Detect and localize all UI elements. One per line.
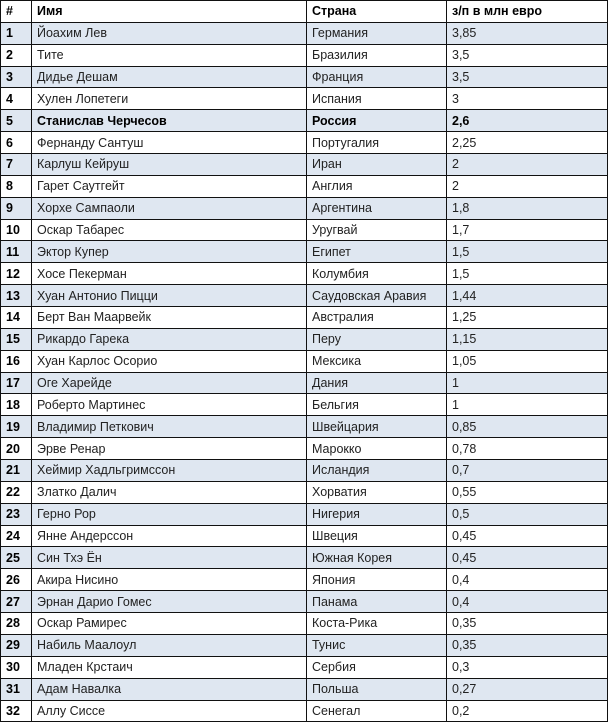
name-cell: Янне Андерссон bbox=[32, 525, 307, 547]
country-cell: Испания bbox=[307, 88, 447, 110]
rank-cell: 25 bbox=[1, 547, 32, 569]
rank-cell: 31 bbox=[1, 678, 32, 700]
salary-cell: 0,35 bbox=[447, 613, 608, 635]
name-cell: Хорхе Сампаоли bbox=[32, 197, 307, 219]
rank-cell: 6 bbox=[1, 132, 32, 154]
name-cell: Оскар Табарес bbox=[32, 219, 307, 241]
name-cell: Роберто Мартинес bbox=[32, 394, 307, 416]
name-cell: Владимир Петкович bbox=[32, 416, 307, 438]
name-cell: Оскар Рамирес bbox=[32, 613, 307, 635]
name-cell: Йоахим Лев bbox=[32, 22, 307, 44]
name-cell: Станислав Черчесов bbox=[32, 110, 307, 132]
salary-cell: 0,3 bbox=[447, 656, 608, 678]
salary-cell: 1 bbox=[447, 394, 608, 416]
table-row bbox=[1, 263, 608, 285]
header-rank: # bbox=[1, 1, 32, 23]
rank-cell: 21 bbox=[1, 460, 32, 482]
salary-cell: 2 bbox=[447, 175, 608, 197]
salary-cell: 0,35 bbox=[447, 634, 608, 656]
table-row bbox=[1, 44, 608, 66]
country-cell: Португалия bbox=[307, 132, 447, 154]
rank-cell: 18 bbox=[1, 394, 32, 416]
salary-cell: 1,8 bbox=[447, 197, 608, 219]
country-cell: Швейцария bbox=[307, 416, 447, 438]
name-cell: Набиль Маалоул bbox=[32, 634, 307, 656]
rank-cell: 11 bbox=[1, 241, 32, 263]
name-cell: Карлуш Кейруш bbox=[32, 154, 307, 176]
salary-cell: 3,5 bbox=[447, 66, 608, 88]
table-row bbox=[1, 438, 608, 460]
table-row bbox=[1, 460, 608, 482]
salary-cell: 0,4 bbox=[447, 569, 608, 591]
country-cell: Франция bbox=[307, 66, 447, 88]
country-cell: Аргентина bbox=[307, 197, 447, 219]
country-cell: Япония bbox=[307, 569, 447, 591]
rank-cell: 30 bbox=[1, 656, 32, 678]
table-row bbox=[1, 219, 608, 241]
salary-cell: 1,05 bbox=[447, 350, 608, 372]
name-cell: Эктор Купер bbox=[32, 241, 307, 263]
salary-cell: 1 bbox=[447, 372, 608, 394]
name-cell: Младен Крстаич bbox=[32, 656, 307, 678]
rank-cell: 4 bbox=[1, 88, 32, 110]
country-cell: Колумбия bbox=[307, 263, 447, 285]
salary-cell: 1,7 bbox=[447, 219, 608, 241]
table-row bbox=[1, 88, 608, 110]
country-cell: Хорватия bbox=[307, 481, 447, 503]
table-row bbox=[1, 285, 608, 307]
table-row bbox=[1, 613, 608, 635]
country-cell: Сербия bbox=[307, 656, 447, 678]
rank-cell: 8 bbox=[1, 175, 32, 197]
country-cell: Марокко bbox=[307, 438, 447, 460]
header-salary: з/п в млн евро bbox=[447, 1, 608, 23]
country-cell: Тунис bbox=[307, 634, 447, 656]
rank-cell: 19 bbox=[1, 416, 32, 438]
name-cell: Хуан Антонио Пицци bbox=[32, 285, 307, 307]
table-row bbox=[1, 132, 608, 154]
rank-cell: 22 bbox=[1, 481, 32, 503]
table-row bbox=[1, 569, 608, 591]
name-cell: Эрнан Дарио Гомес bbox=[32, 591, 307, 613]
rank-cell: 2 bbox=[1, 44, 32, 66]
name-cell: Акира Нисино bbox=[32, 569, 307, 591]
country-cell: Исландия bbox=[307, 460, 447, 482]
name-cell: Оге Харейде bbox=[32, 372, 307, 394]
salary-cell: 0,4 bbox=[447, 591, 608, 613]
country-cell: Коста-Рика bbox=[307, 613, 447, 635]
salary-cell: 3,85 bbox=[447, 22, 608, 44]
name-cell: Хулен Лопетеги bbox=[32, 88, 307, 110]
table-row bbox=[1, 394, 608, 416]
rank-cell: 14 bbox=[1, 307, 32, 329]
name-cell: Златко Далич bbox=[32, 481, 307, 503]
rank-cell: 17 bbox=[1, 372, 32, 394]
rank-cell: 7 bbox=[1, 154, 32, 176]
country-cell: Дания bbox=[307, 372, 447, 394]
salary-cell: 1,44 bbox=[447, 285, 608, 307]
salary-cell: 0,45 bbox=[447, 525, 608, 547]
table-row bbox=[1, 372, 608, 394]
name-cell: Рикардо Гарека bbox=[32, 328, 307, 350]
rank-cell: 20 bbox=[1, 438, 32, 460]
salary-cell: 0,85 bbox=[447, 416, 608, 438]
table-row bbox=[1, 328, 608, 350]
country-cell: Египет bbox=[307, 241, 447, 263]
country-cell: Польша bbox=[307, 678, 447, 700]
rank-cell: 16 bbox=[1, 350, 32, 372]
name-cell: Фернанду Сантуш bbox=[32, 132, 307, 154]
salary-cell: 2 bbox=[447, 154, 608, 176]
country-cell: Англия bbox=[307, 175, 447, 197]
name-cell: Дидье Дешам bbox=[32, 66, 307, 88]
header-country: Страна bbox=[307, 1, 447, 23]
country-cell: Швеция bbox=[307, 525, 447, 547]
table-row bbox=[1, 175, 608, 197]
table-row bbox=[1, 416, 608, 438]
country-cell: Перу bbox=[307, 328, 447, 350]
table-row bbox=[1, 22, 608, 44]
table-row bbox=[1, 503, 608, 525]
rank-cell: 3 bbox=[1, 66, 32, 88]
rank-cell: 29 bbox=[1, 634, 32, 656]
table-row bbox=[1, 547, 608, 569]
name-cell: Син Тхэ Ён bbox=[32, 547, 307, 569]
rank-cell: 13 bbox=[1, 285, 32, 307]
country-cell: Сенегал bbox=[307, 700, 447, 722]
table-row bbox=[1, 656, 608, 678]
rank-cell: 28 bbox=[1, 613, 32, 635]
table-row bbox=[1, 154, 608, 176]
country-cell: Южная Корея bbox=[307, 547, 447, 569]
name-cell: Аллу Сиссе bbox=[32, 700, 307, 722]
rank-cell: 15 bbox=[1, 328, 32, 350]
country-cell: Австралия bbox=[307, 307, 447, 329]
country-cell: Саудовская Аравия bbox=[307, 285, 447, 307]
country-cell: Россия bbox=[307, 110, 447, 132]
rank-cell: 32 bbox=[1, 700, 32, 722]
name-cell: Тите bbox=[32, 44, 307, 66]
rank-cell: 9 bbox=[1, 197, 32, 219]
table-row bbox=[1, 634, 608, 656]
salary-cell: 1,5 bbox=[447, 263, 608, 285]
name-cell: Хеймир Хадльгримссон bbox=[32, 460, 307, 482]
salary-cell: 0,78 bbox=[447, 438, 608, 460]
country-cell: Иран bbox=[307, 154, 447, 176]
salary-cell: 0,55 bbox=[447, 481, 608, 503]
salary-cell: 0,5 bbox=[447, 503, 608, 525]
name-cell: Адам Навалка bbox=[32, 678, 307, 700]
header-row bbox=[1, 1, 608, 23]
table-row bbox=[1, 66, 608, 88]
name-cell: Герно Рор bbox=[32, 503, 307, 525]
salary-cell: 1,5 bbox=[447, 241, 608, 263]
salary-cell: 3 bbox=[447, 88, 608, 110]
rank-cell: 12 bbox=[1, 263, 32, 285]
salary-cell: 1,25 bbox=[447, 307, 608, 329]
table-row bbox=[1, 591, 608, 613]
country-cell: Германия bbox=[307, 22, 447, 44]
name-cell: Эрве Ренар bbox=[32, 438, 307, 460]
country-cell: Панама bbox=[307, 591, 447, 613]
rank-cell: 23 bbox=[1, 503, 32, 525]
header-name: Имя bbox=[32, 1, 307, 23]
table-row bbox=[1, 525, 608, 547]
rank-cell: 10 bbox=[1, 219, 32, 241]
country-cell: Уругвай bbox=[307, 219, 447, 241]
salary-cell: 0,27 bbox=[447, 678, 608, 700]
country-cell: Мексика bbox=[307, 350, 447, 372]
rank-cell: 1 bbox=[1, 22, 32, 44]
country-cell: Нигерия bbox=[307, 503, 447, 525]
salary-cell: 0,7 bbox=[447, 460, 608, 482]
salary-cell: 1,15 bbox=[447, 328, 608, 350]
country-cell: Бразилия bbox=[307, 44, 447, 66]
salary-cell: 2,25 bbox=[447, 132, 608, 154]
table-row bbox=[1, 678, 608, 700]
rank-cell: 24 bbox=[1, 525, 32, 547]
rank-cell: 5 bbox=[1, 110, 32, 132]
table-row bbox=[1, 110, 608, 132]
table-row bbox=[1, 481, 608, 503]
table-row bbox=[1, 350, 608, 372]
rank-cell: 26 bbox=[1, 569, 32, 591]
salary-cell: 2,6 bbox=[447, 110, 608, 132]
rank-cell: 27 bbox=[1, 591, 32, 613]
table-row bbox=[1, 241, 608, 263]
salary-cell: 0,2 bbox=[447, 700, 608, 722]
name-cell: Гарет Саутгейт bbox=[32, 175, 307, 197]
salary-cell: 0,45 bbox=[447, 547, 608, 569]
name-cell: Берт Ван Маарвейк bbox=[32, 307, 307, 329]
name-cell: Хуан Карлос Осорио bbox=[32, 350, 307, 372]
table-row bbox=[1, 307, 608, 329]
salary-cell: 3,5 bbox=[447, 44, 608, 66]
name-cell: Хосе Пекерман bbox=[32, 263, 307, 285]
country-cell: Бельгия bbox=[307, 394, 447, 416]
table-row bbox=[1, 197, 608, 219]
